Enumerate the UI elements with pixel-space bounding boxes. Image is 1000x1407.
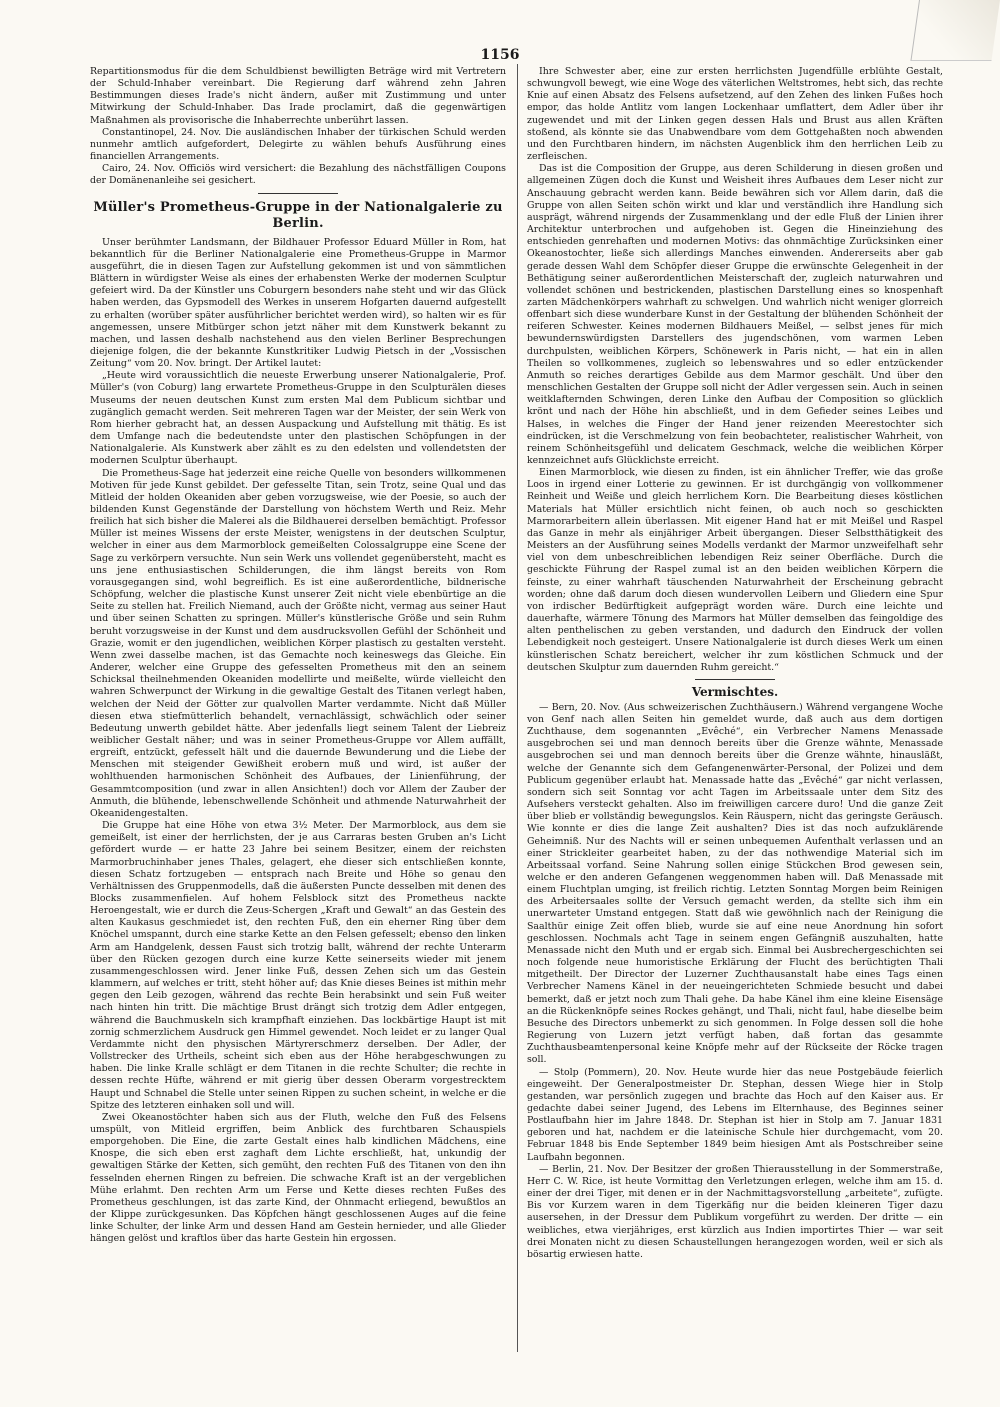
right-column bbox=[527, 66, 943, 1261]
left-column bbox=[90, 66, 506, 1246]
article-paragraph: „Heute wird voraussichtlich die neueste Erwerbung unserer Nationalgalerie, Prof. Müller's (von Coburg) lang erwartete Prometheus-Gruppe in den Sculpturälen dieses Museums der neuen deutschen Kunst zum ersten Mal dem Publicum sichtbar und zugänglich gemacht werden. Seit mehreren Tagen war der Meister, der sein Werk von Rom hierher gebracht hat, an dessen Auspackung und Aufstellung mit thätig. Es ist dem Umfange nach die bedeutendste unter den plastischen Schöpfungen in der Nationalgalerie. Als Kunstwerk aber zählt es zu den edelsten und vollendetsten der modernen Sculptur überhaupt. bbox=[90, 370, 506, 467]
page-number: 1156 bbox=[480, 47, 520, 63]
column-divider bbox=[517, 64, 518, 1352]
news-item-cairo: Cairo, 24. Nov. Officiös wird versichert: die Bezahlung des nächstfälligen Coupons der Domänenanleihe sei gesichert. bbox=[90, 163, 506, 187]
article-paragraph: Einen Marmorblock, wie diesen zu finden, ist ein ähnlicher Treffer, wie das große Loos in irgend einer Lotterie zu gewinnen. Er ist durchgängig von vollkommener Reinheit und Weiße und gleich herrlichem Korn. Die Bearbeitung dieses köstlichen Materials hat Müller ersichtlich nicht feinen, ob auch noch so geschickten Marmorarbeitern allein überlassen. Mit eigener Hand hat er mit Meißel und Raspel das Ganze in mehr als einjähriger Arbeit übergangen. Dieser Selbstthätigkeit des Meisters an der Ausführung seines Modells verdankt der Marmor unzweifelhaft sehr viel von dem unbeschreiblichen lebendigen Reiz seiner Oberfläche. Durch die geschickte Führung der Raspel zumal ist an den beiden weiblichen Körpern die feinste, zu einer wahrhaft täuschenden Naturwahrheit der Erscheinung gebracht worden; ohne daß darum doch diesen wundervollen Leibern und Gliedern eine Spur von irdischer Bedürftigkeit aufgeprägt worden wäre. Durch eine leichte und dauerhafte, wärmere Tönung des Marmors hat Müller demselben das feingoldige des alten penthelischen zu geben verstanden, und dadurch den Eindruck der vollen Lebendigkeit noch gesteigert. Unsere Nationalgalerie ist durch dieses Werk um einen künstlerischen Schatz bereichert, welcher ihr zum köstlichen Schmuck und der deutschen Skulptur zum dauernden Ruhm gereicht.“ bbox=[527, 467, 943, 673]
article-heading: Müller's Prometheus-Gruppe in der Nationalgalerie zu Berlin. bbox=[93, 199, 503, 231]
article-paragraph: Repartitionsmodus für die dem Schuldbienst bewilligten Beträge wird mit Vertretern der Schuld-Inhaber vereinbart. Die Regierung darf während zehn Jahren Bestimmungen dieses Irade's nicht ändern, außer mit Zustimmung und unter Mitwirkung der Schuld-Inhaber. Das Irade proclamirt, daß die gegenwärtigen Maßnahmen als provisorische die Inhaberrechte unberührt lassen. bbox=[90, 66, 506, 126]
divider bbox=[695, 679, 775, 680]
news-item-stolp: — Stolp (Pommern), 20. Nov. Heute wurde hier das neue Postgebäude feierlich eingeweiht. Der Generalpostmeister Dr. Stephan, dessen Wiege hier in Stolp gestanden, war persönlich zugegen und brachte das Hoch auf den Kaiser aus. Er gedachte dabei seiner Jugend, des Lebens im Elternhause, des Beginnes seiner Postlaufbahn hier im Jahre 1848. Dr. Stephan ist hier in Stolp am 7. Januar 1831 geboren und hat, nachdem er die lateinische Schule hier durchgemacht, vom 20. Februar 1848 bis Ende September 1849 beim hiesigen Amt als Postschreiber seine Laufbahn begonnen. bbox=[527, 1066, 943, 1163]
article-paragraph: Unser berühmter Landsmann, der Bildhauer Professor Eduard Müller in Rom, hat bekanntlich für die Berliner Nationalgalerie eine Prometheus-Gruppe in Marmor ausgeführt, die in diesen Tagen zur Aufstellung gekommen ist und von sämmtlichen Blättern in würdigster Weise als eines der erhabensten Werke der modernen Sculptur gefeiert wird. Da der Künstler uns Coburgern besonders nahe steht und wir das Glück haben werden, das Gypsmodell des Werkes in unserem Hofgarten dauernd aufgestellt zu erhalten (worüber später ausführlicher berichtet werden wird), so halten wir es für angemessen, unsere Mitbürger schon jetzt näher mit dem Kunstwerk bekannt zu machen, und lassen deshalb nachstehend aus den vielen Berliner Besprechungen diejenige folgen, die der bekannte Kunstkritiker Ludwig Pietsch in der „Vossischen Zeitung“ vom 20. Nov. bringt. Der Artikel lautet: bbox=[90, 236, 506, 370]
article-paragraph: Die Gruppe hat eine Höhe von etwa 3½ Meter. Der Marmorblock, aus dem sie gemeißelt, ist einer der herrlichsten, der je aus Carraras besten Gruben an's Licht gefördert wurde — er hatte 23 Jahre bei seinem Besitzer, einem der reichsten Marmorbruchinhaber jenes Thales, gelagert, ehe dieser sich entschließen konnte, diesen Schatz fortzugeben — entsprach nach Breite und Höhe so genau den Verhältnissen des Gruppenmodells, daß die äußersten Puncte desselben mit denen des Blocks zusammenfielen. Auf hohem Felsblock sitzt des Prometheus nackte Heroengestalt, wie er durch die Zeus-Schergen „Kraft und Gewalt“ an das Gestein des alten Kaukasus geschmiedet ist, den rechten Fuß, den ein eherner Ring über dem Knöchel umspannt, durch eine starke Kette an den Felsen gefesselt; ebenso den linken Arm am Handgelenk, dessen Faust sich trotzig ballt, während der rechte Unterarm über den Rücken gezogen durch eine kurze Kette seinerseits wieder mit jenem zusammengeschlossen wird. Jener linke Fuß, dessen Zehen sich um das Gestein klammern, auf welches er tritt, steht höher auf; das Knie dieses Beines ist mithin mehr gegen den Leib gezogen, während das rechte Bein herabsinkt und sein Fuß weiter nach hinten hin tritt. Die mächtige Brust drängt sich trotzig dem Adler entgegen, während die Bauchmuskeln sich krampfhaft einziehen. Das lockbärtige Haupt ist mit zornig schmerzlichem Ausdruck gen Himmel gewendet. Noch leidet er zu langer Qual Verdammte nicht den physischen Märtyrerschmerz derselben. Der Adler, der Vollstrecker des Urtheils, scheint sich eben aus der Höhe herabgeschwungen zu haben. Die linke Kralle schlägt er dem Titanen in die rechte Schulter; die rechte in dessen rechte Hüfte, während er mit gierig über dessen Oberarm vorgestrecktem Haupt und Schnabel die Stelle unter seinen Rippen zu suchen scheint, in welche er die Spitze des letzteren einhaken soll und will. bbox=[90, 820, 506, 1111]
article-paragraph: Zwei Okeanostöchter haben sich aus der Fluth, welche den Fuß des Felsens umspült, von Mitleid ergriffen, beim Anblick des furchtbaren Schauspiels emporgehoben. Die Eine, die zarte Gestalt eines halb kindlichen Mädchens, eine Knospe, die sich eben erst zaghaft dem Lichte erschließt, hat, unkundig der gewaltigen Stärke der Ketten, sich gemüht, den rechten Fuß des Titanen von den ihn fesselnden ehernen Ringen zu befreien. Die schwache Kraft ist an der vergeblichen Mühe erlahmt. Den rechten Arm um Ferse und Kette dieses rechten Fußes des Prometheus geschlungen, ist das zarte Kind, der Ohnmacht erliegend, bewußtlos an der Klippe zurückgesunken. Das Köpfchen hängt geschlossenen Auges auf die feine linke Schulter, der linke Arm und dessen Hand am Gestein hernieder, und alle Glieder hängen gelöst und kraftlos über das harte Gestein hin ergossen. bbox=[90, 1111, 506, 1245]
section-heading: Vermischtes. bbox=[691, 684, 779, 699]
divider bbox=[258, 193, 338, 194]
article-paragraph: Ihre Schwester aber, eine zur ersten herrlichsten Jugendfülle erblühte Gestalt, schwungvoll bewegt, wie eine Woge des väterlichen Weltstromes, hebt sich, das rechte Knie auf einen Absatz des Felsens aufsetzend, auf den Zehen des linken Fußes hoch empor, das holde Antlitz vom langen Lockenhaar umflattert, dem Adler über ihr zugewendet und mit der Linken gegen dessen Hals und Brust aus allen Kräften stoßend, als könnte sie das Unabwendbare vom dem Gottgehaßten noch abwenden und den Furchtbaren hindern, im nächsten Augenblick ihm den herrlichen Leib zu zerfleischen. bbox=[527, 66, 943, 163]
news-item-berlin: — Berlin, 21. Nov. Der Besitzer der großen Thierausstellung in der Sommerstraße, Herr C. W. Rice, ist heute Vormittag den Verletzungen erlegen, welche ihm am 15. d. einer der drei Tiger, mit denen er in der Nachmittagsvorstellung „arbeitete“, zufügte. Bis vor Kurzem waren in dem Tigerkäfig nur die beiden kleineren Tiger dazu ausersehen, in der Dressur dem Publikum vorgeführt zu werden. Der dritte — ein weibliches, etwa vierjähriges, erst kürzlich aus Indien importirtes Thier — war seit drei Monaten nicht zu diesen Schaustellungen herangezogen worden, weil er sich als bösartig erwiesen hatte. bbox=[527, 1163, 943, 1260]
news-item-constantinopel: Constantinopel, 24. Nov. Die ausländischen Inhaber der türkischen Schuld werden nunmehr amtlich aufgefordert, Delegirte zu wählen behufs Ausführung eines financiellen Arrangements. bbox=[90, 126, 506, 163]
news-item-bern: — Bern, 20. Nov. (Aus schweizerischen Zuchthäusern.) Während vergangene Woche von Genf nach allen Seiten hin gemeldet wurde, daß auch aus dem dortigen Zuchthause, dem sogenannten „Evêché“, ein Verbrecher Namens Menassade ausgebrochen sei und man dennoch bereits über die Grenze wähnte, Menassade ausgebrochen sei und man dennoch bereits über die Grenze wähnte, hinausläßt, welche der Genannte sich dem Gefangenenwärter-Personal, der Polizei und dem Publicum gegenüber erlaubt hat. Menassade hatte das „Evêché“ gar nicht verlassen, sondern sich seit Sonntag vor acht Tagen im Arbeitssaale unter dem Sitz des Aufsehers versteckt gehalten. Also im freiwilligen carcere duro! Und die ganze Zeit über blieb er vollständig bewegungslos. Kein Räuspern, nicht das geringste Geräusch. Wie konnte er dies die lange Zeit aushalten? Dies ist das noch aufzuklärende Geheimniß. Nur des Nachts will er seinen unbequemen Aufenthalt verlassen und an einer Strickleiter gearbeitet haben, zu der das nothwendige Material sich im Arbeitssaal vorfand. Seine Nahrung sollen einige Stückchen Brod gewesen sein, welche er den anderen Gefangenen weggenommen haben will. Daß Menassade mit einem Fluchtplan umging, ist freilich richtig. Letzten Sonntag Morgen beim Reinigen des Arbeitersaales sollte der Versuch gemacht werden, da stellte sich ihm ein unerwarteter Umstand entgegen. Statt daß wie gewöhnlich nach der Reinigung die Saalthür einige Zeit offen blieb, wurde sie auf eine neue Anordnung hin sofort geschlossen. Nochmals acht Tage in seinem engen Gefängniß auszuhalten, hatte Menassade nicht den Muth und er ergab sich. Einmal bei Ausbrechergeschichten sei noch folgende neue humoristische Erklärung der Flucht des berüchtigten Thali mitgetheilt. Der Director der Luzerner Zuchthausanstalt habe eines Tags einen Verbrecher Namens Känel in der neueingerichteten Schmiede besucht und dabei bemerkt, daß er jetzt noch zum Thali gehe. Da habe Känel ihm eine kleine Eisensäge an die Rückenknöpfe seines Rockes gehängt, und Thali, nicht faul, habe dieselbe beim Besuche des Directors unbemerkt zu sich genommen. In Folge dessen soll die hohe Regierung von Luzern jetzt verfügt haben, daß fortan das gesammte Zuchthausbeamtenpersonal keine Knöpfe mehr auf der Rückseite der Röcke tragen soll. bbox=[527, 701, 943, 1066]
article-paragraph: Das ist die Composition der Gruppe, aus deren Schilderung in diesen großen und allgemeinen Zügen doch die Kunst und Weisheit ihres Aufbaues dem Leser nicht zur Anschauung gebracht werden kann. Beide bewähren sich vor Allem darin, daß die Gruppe von allen Seiten schön wirkt und klar und verständlich ihre Handlung sich ausprägt, während nirgends der Zusammenklang und der edle Fluß der Linien ihrer Architektur unterbrochen und aufgehoben ist. Gegen die Hineinziehung des entschieden genrehaften und modernen Motivs: das ohnmächtige Zurücksinken einer Okeanostochter, ließe sich allerdings Manches einwenden. Andererseits aber gab gerade dessen Wahl dem Schöpfer dieser Gruppe die erwünschte Gelegenheit in der Bethätigung seiner außerordentlichen Meisterschaft der, zugleich naturwahren und vollendet schönen und bestrickenden, plastischen Darstellung eines so knospenhaft zarten Mädchenkörpers wahrhaft zu schwelgen. Und wahrlich nicht weniger glorreich offenbart sich diese wunderbare Kunst in der Gestaltung der blühenden Schönheit der reiferen Schwester. Keines modernen Bildhauers Meißel, — selbst jenes für mich bewundernswürdigsten Darstellers des jugendschönen, vom warmen Leben durchpulsten, weiblichen Körpers, Schönewerk in Paris nicht, — hat ein in allen Theilen so vollkommenes, zugleich so lebenswahres und so edler entzückender Anmuth so reiches derartiges Gebilde aus dem Marmor geschält. Und über den menschlichen Gestalten der Gruppe soll nicht der Adler vergessen sein. Auch in seinen weitklafternden Schwingen, deren Linke den Aufbau der Composition so glücklich krönt und nach der Höhe hin abschließt, und in dem Gefieder seines Leibes und Halses, in welches die Finger der Hand jener reizenden Meerestochter sich eindrücken, ist die Verschmelzung von fein beobachteter, realistischer Wahrheit, von reinem Schönheitsgefühl und delicatem Geschmack, welche die weiblichen Körper kennzeichnet aufs Glücklichste erreicht. bbox=[527, 163, 943, 466]
article-paragraph: Die Prometheus-Sage hat jederzeit eine reiche Quelle von besonders willkommenen Motiven für jede Kunst gebildet. Der gefesselte Titan, sein Trotz, seine Qual und das Mitleid der holden Okeaniden aber geben vorzugsweise, wie der Poesie, so auch der bildenden Kunst Gegenstände der Darstellung von höchstem Werth und Reiz. Mehr freilich hat sich bisher die Malerei als die Bildhauerei derselben bemächtigt. Professor Müller ist meines Wissens der erste Meister, wenigstens in der deutschen Sculptur, welcher in einer aus dem Marmorblock gemeißelten Colossalgruppe eine Scene der Sage zu verkörpern versuchte. Nun sein Werk uns vollendet gegenübersteht, macht es uns jene enthusiastischen Schilderungen, die ihm längst bereits von Rom vorausgegangen sind, wohl begreiflich. Es ist eine außerordentliche, bildnerische Schöpfung, welcher die plastische Kunst unserer Zeit nicht viele ebenbürtige an die Seite zu stellen hat. Freilich Niemand, auch der Größte nicht, vermag aus seiner Haut und über seinen Schatten zu springen. Müller's künstlerische Größe und sein Ruhm beruht vorzugsweise in der Kunst und dem ausdrucksvollen Gefühl der Schönheit und Grazie, womit er den jugendlichen, weiblichen Körper plastisch zu gestalten versteht. Wenn zwei dasselbe machen, ist das Gemachte noch keineswegs das Gleiche. Ein Anderer, welcher eine Gruppe des gefesselten Prometheus mit den an seinem Schicksal theilnehmenden Okeaniden modellirte und meißelte, würde vielleicht den wahren Schwerpunct der Wirkung in die gewaltige Gestalt des Titanen verlegt haben, welchen der Neid der Götter zur qualvollen Marter verdammte. Nicht daß Müller diesen etwa stiefmütterlich behandelt, vernachlässigt, schwächlich oder seiner Bedeutung unwerth gebildet hätte. Aber jedenfalls liegt seinem Talent der Liebreiz weiblicher Gestalt näher; und was in seiner Prometheus-Gruppe vor Allem auffällt, ergreift, entzückt, gefesselt hält und die dauernde Bewunderung und die Liebe der Menschen mit steigender Gewißheit erobern muß und wird, ist außer der wohlthuenden harmonischen Schönheit des Aufbaues, der Linienführung, der Gesammtcomposition (und zwar in allen Ansichten!) doch vor Allem der Zauber der Anmuth, die blühende, lebenschwellende Schönheit und athmende Naturwahrheit der Okeanidengestalten. bbox=[90, 467, 506, 819]
